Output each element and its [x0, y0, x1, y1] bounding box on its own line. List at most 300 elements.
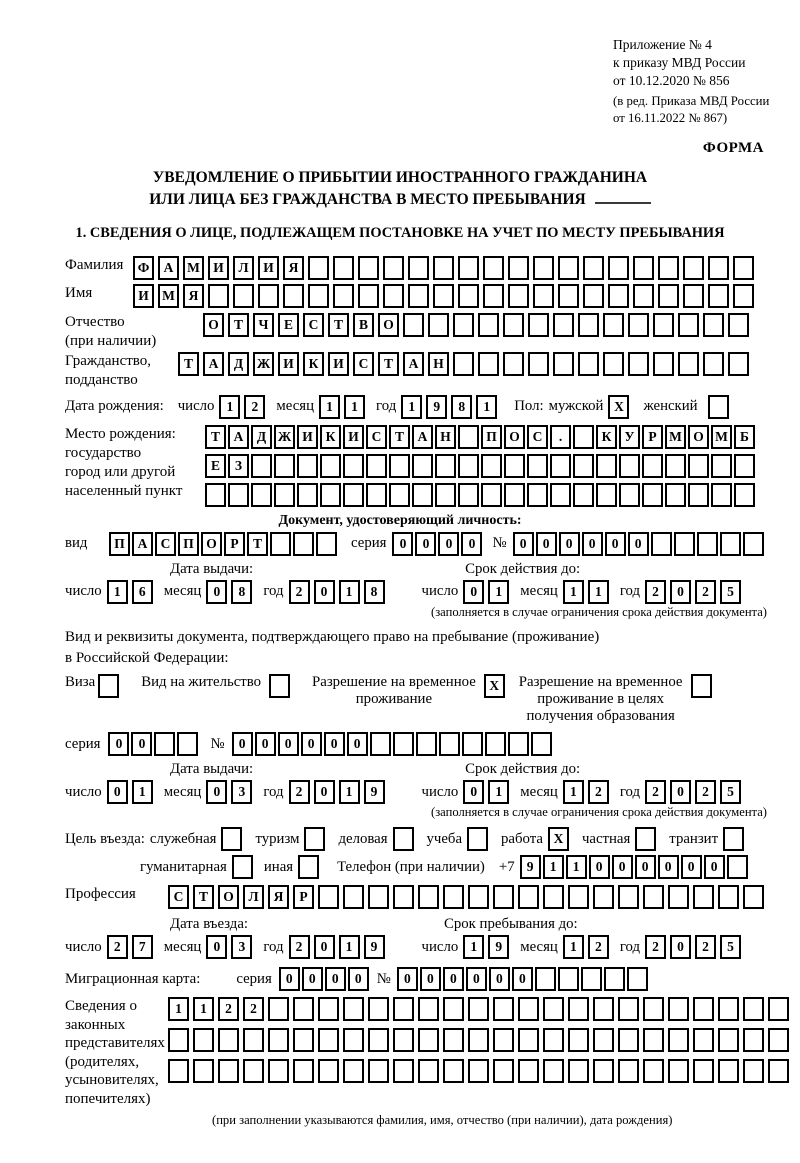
form-cell[interactable]	[708, 284, 729, 308]
form-cell[interactable]: Л	[233, 256, 254, 280]
form-cell[interactable]: 0	[513, 532, 534, 556]
form-cell[interactable]	[711, 483, 732, 507]
form-cell[interactable]: 0	[324, 732, 345, 756]
form-cell[interactable]	[593, 1059, 614, 1083]
form-cell[interactable]	[293, 1059, 314, 1083]
form-cell[interactable]	[543, 997, 564, 1021]
form-cell[interactable]	[467, 827, 488, 851]
purpose-private-checkbox[interactable]	[635, 827, 660, 851]
form-cell[interactable]	[618, 885, 639, 909]
form-cell[interactable]	[383, 284, 404, 308]
form-cell[interactable]: 0	[512, 967, 533, 991]
form-cell[interactable]	[665, 454, 686, 478]
form-cell[interactable]	[251, 454, 272, 478]
visa-checkbox[interactable]	[98, 674, 123, 698]
form-cell[interactable]	[393, 997, 414, 1021]
form-cell[interactable]	[443, 885, 464, 909]
form-cell[interactable]: П	[109, 532, 130, 556]
form-cell[interactable]	[251, 483, 272, 507]
form-cell[interactable]	[368, 885, 389, 909]
form-cell[interactable]	[578, 313, 599, 337]
form-cell[interactable]	[543, 1028, 564, 1052]
form-cell[interactable]: 2	[218, 997, 239, 1021]
form-cell[interactable]: 0	[206, 580, 227, 604]
form-cell[interactable]	[343, 1059, 364, 1083]
form-cell[interactable]: 0	[255, 732, 276, 756]
form-cell[interactable]	[527, 483, 548, 507]
form-cell[interactable]: П	[178, 532, 199, 556]
form-cell[interactable]: О	[378, 313, 399, 337]
form-cell[interactable]: 1	[339, 780, 360, 804]
form-cell[interactable]: 1	[401, 395, 422, 419]
form-cell[interactable]	[297, 483, 318, 507]
form-cell[interactable]: 5	[720, 780, 741, 804]
form-cell[interactable]	[543, 1059, 564, 1083]
form-cell[interactable]	[232, 855, 253, 879]
form-cell[interactable]: М	[711, 425, 732, 449]
form-cell[interactable]: 0	[302, 967, 323, 991]
form-cell[interactable]	[718, 1059, 739, 1083]
form-cell[interactable]	[298, 855, 319, 879]
form-cell[interactable]	[493, 997, 514, 1021]
form-cell[interactable]	[297, 454, 318, 478]
form-cell[interactable]	[643, 997, 664, 1021]
form-cell[interactable]	[573, 454, 594, 478]
form-cell[interactable]: 2	[695, 580, 716, 604]
form-cell[interactable]: А	[403, 352, 424, 376]
form-cell[interactable]: 0	[589, 855, 610, 879]
form-cell[interactable]: 1	[339, 580, 360, 604]
form-cell[interactable]	[683, 284, 704, 308]
form-cell[interactable]	[628, 313, 649, 337]
form-cell[interactable]: 0	[420, 967, 441, 991]
form-cell[interactable]	[343, 483, 364, 507]
form-cell[interactable]: М	[665, 425, 686, 449]
form-cell[interactable]	[493, 1028, 514, 1052]
form-cell[interactable]: П	[481, 425, 502, 449]
form-cell[interactable]	[320, 454, 341, 478]
form-cell[interactable]: Ч	[253, 313, 274, 337]
form-cell[interactable]: 0	[278, 732, 299, 756]
form-cell[interactable]: 9	[364, 780, 385, 804]
form-cell[interactable]	[604, 967, 625, 991]
form-cell[interactable]: А	[158, 256, 179, 280]
form-cell[interactable]: 1	[476, 395, 497, 419]
form-cell[interactable]: 2	[645, 780, 666, 804]
form-cell[interactable]: О	[504, 425, 525, 449]
form-cell[interactable]	[389, 483, 410, 507]
form-cell[interactable]	[642, 454, 663, 478]
form-cell[interactable]	[233, 284, 254, 308]
form-cell[interactable]	[458, 284, 479, 308]
form-cell[interactable]	[218, 1028, 239, 1052]
form-cell[interactable]	[485, 732, 506, 756]
form-cell[interactable]	[193, 1028, 214, 1052]
form-cell[interactable]: С	[353, 352, 374, 376]
form-cell[interactable]: 0	[397, 967, 418, 991]
form-cell[interactable]	[553, 352, 574, 376]
form-cell[interactable]	[728, 352, 749, 376]
form-cell[interactable]	[583, 256, 604, 280]
form-cell[interactable]: Т	[378, 352, 399, 376]
form-cell[interactable]	[343, 997, 364, 1021]
form-cell[interactable]: 2	[695, 935, 716, 959]
form-cell[interactable]: Т	[328, 313, 349, 337]
form-cell[interactable]: 1	[563, 935, 584, 959]
form-cell[interactable]	[433, 256, 454, 280]
form-cell[interactable]: Я	[283, 256, 304, 280]
form-cell[interactable]	[633, 284, 654, 308]
form-cell[interactable]	[412, 454, 433, 478]
form-cell[interactable]: О	[688, 425, 709, 449]
form-cell[interactable]	[528, 313, 549, 337]
form-cell[interactable]: 1	[132, 780, 153, 804]
form-cell[interactable]: А	[228, 425, 249, 449]
form-cell[interactable]	[723, 827, 744, 851]
form-cell[interactable]	[368, 1059, 389, 1083]
form-cell[interactable]: К	[303, 352, 324, 376]
form-cell[interactable]	[453, 313, 474, 337]
form-cell[interactable]: Ф	[133, 256, 154, 280]
form-cell[interactable]: 2	[588, 935, 609, 959]
form-cell[interactable]	[493, 885, 514, 909]
form-cell[interactable]	[693, 1028, 714, 1052]
form-cell[interactable]	[553, 313, 574, 337]
form-cell[interactable]: О	[201, 532, 222, 556]
form-cell[interactable]	[333, 284, 354, 308]
form-cell[interactable]	[318, 1059, 339, 1083]
form-cell[interactable]: 0	[463, 780, 484, 804]
form-cell[interactable]: 1	[168, 997, 189, 1021]
form-cell[interactable]: С	[527, 425, 548, 449]
form-cell[interactable]: Т	[228, 313, 249, 337]
form-cell[interactable]	[568, 1059, 589, 1083]
form-cell[interactable]	[628, 352, 649, 376]
form-cell[interactable]	[678, 313, 699, 337]
form-cell[interactable]	[418, 997, 439, 1021]
form-cell[interactable]	[768, 1028, 789, 1052]
form-cell[interactable]: 3	[231, 935, 252, 959]
purpose-business-checkbox[interactable]	[221, 827, 246, 851]
form-cell[interactable]: 2	[243, 997, 264, 1021]
form-cell[interactable]	[168, 1028, 189, 1052]
form-cell[interactable]	[258, 284, 279, 308]
form-cell[interactable]	[368, 997, 389, 1021]
form-cell[interactable]: И	[343, 425, 364, 449]
form-cell[interactable]	[627, 967, 648, 991]
form-cell[interactable]	[603, 313, 624, 337]
form-cell[interactable]: 0	[443, 967, 464, 991]
form-cell[interactable]: 9	[364, 935, 385, 959]
form-cell[interactable]	[658, 284, 679, 308]
form-cell[interactable]	[618, 1028, 639, 1052]
form-cell[interactable]	[435, 483, 456, 507]
form-cell[interactable]	[462, 732, 483, 756]
form-cell[interactable]	[573, 483, 594, 507]
form-cell[interactable]: 1	[488, 580, 509, 604]
form-cell[interactable]: 0	[461, 532, 482, 556]
form-cell[interactable]	[743, 532, 764, 556]
form-cell[interactable]	[483, 256, 504, 280]
form-cell[interactable]	[208, 284, 229, 308]
form-cell[interactable]: 9	[520, 855, 541, 879]
form-cell[interactable]: 8	[364, 580, 385, 604]
form-cell[interactable]: 0	[301, 732, 322, 756]
form-cell[interactable]	[439, 732, 460, 756]
form-cell[interactable]	[693, 1059, 714, 1083]
form-cell[interactable]	[468, 997, 489, 1021]
form-cell[interactable]	[443, 1059, 464, 1083]
form-cell[interactable]: Б	[734, 425, 755, 449]
form-cell[interactable]	[593, 997, 614, 1021]
form-cell[interactable]	[269, 674, 290, 698]
form-cell[interactable]	[274, 483, 295, 507]
form-cell[interactable]	[658, 256, 679, 280]
form-cell[interactable]	[333, 256, 354, 280]
form-cell[interactable]	[683, 256, 704, 280]
form-cell[interactable]	[468, 1028, 489, 1052]
form-cell[interactable]: Л	[243, 885, 264, 909]
form-cell[interactable]	[668, 885, 689, 909]
form-cell[interactable]	[743, 997, 764, 1021]
form-cell[interactable]: У	[619, 425, 640, 449]
form-cell[interactable]	[643, 885, 664, 909]
form-cell[interactable]	[318, 885, 339, 909]
form-cell[interactable]	[603, 352, 624, 376]
form-cell[interactable]: 0	[463, 580, 484, 604]
form-cell[interactable]	[643, 1028, 664, 1052]
form-cell[interactable]	[393, 885, 414, 909]
form-cell[interactable]: 0	[392, 532, 413, 556]
form-cell[interactable]	[270, 532, 291, 556]
form-cell[interactable]: 0	[131, 732, 152, 756]
form-cell[interactable]	[468, 1059, 489, 1083]
form-cell[interactable]: Т	[247, 532, 268, 556]
form-cell[interactable]	[293, 997, 314, 1021]
form-cell[interactable]: 5	[720, 580, 741, 604]
purpose-tourism-checkbox[interactable]	[304, 827, 329, 851]
form-cell[interactable]	[708, 256, 729, 280]
form-cell[interactable]: Н	[428, 352, 449, 376]
form-cell[interactable]: 0	[670, 780, 691, 804]
form-cell[interactable]	[691, 674, 712, 698]
form-cell[interactable]	[653, 313, 674, 337]
form-cell[interactable]	[366, 454, 387, 478]
form-cell[interactable]: 0	[348, 967, 369, 991]
form-cell[interactable]	[418, 885, 439, 909]
form-cell[interactable]: 0	[605, 532, 626, 556]
form-cell[interactable]: 1	[107, 580, 128, 604]
form-cell[interactable]: 0	[681, 855, 702, 879]
form-cell[interactable]: С	[155, 532, 176, 556]
form-cell[interactable]: С	[303, 313, 324, 337]
form-cell[interactable]	[619, 483, 640, 507]
form-cell[interactable]: Е	[205, 454, 226, 478]
form-cell[interactable]	[573, 425, 594, 449]
form-cell[interactable]	[734, 454, 755, 478]
form-cell[interactable]	[478, 352, 499, 376]
form-cell[interactable]	[543, 885, 564, 909]
form-cell[interactable]	[583, 284, 604, 308]
form-cell[interactable]	[98, 674, 119, 698]
form-cell[interactable]: Д	[251, 425, 272, 449]
form-cell[interactable]	[768, 997, 789, 1021]
form-cell[interactable]	[293, 532, 314, 556]
form-cell[interactable]	[708, 395, 729, 419]
form-cell[interactable]	[493, 1059, 514, 1083]
form-cell[interactable]: Т	[178, 352, 199, 376]
form-cell[interactable]	[408, 284, 429, 308]
form-cell[interactable]: 2	[107, 935, 128, 959]
form-cell[interactable]	[393, 732, 414, 756]
form-cell[interactable]	[268, 997, 289, 1021]
form-cell[interactable]	[668, 1059, 689, 1083]
form-cell[interactable]: 0	[612, 855, 633, 879]
form-cell[interactable]	[343, 1028, 364, 1052]
form-cell[interactable]	[703, 352, 724, 376]
form-cell[interactable]: 1	[339, 935, 360, 959]
residence-permit-checkbox[interactable]	[269, 674, 294, 698]
form-cell[interactable]	[403, 313, 424, 337]
form-cell[interactable]: А	[132, 532, 153, 556]
form-cell[interactable]: 1	[488, 780, 509, 804]
form-cell[interactable]: И	[133, 284, 154, 308]
form-cell[interactable]	[743, 1059, 764, 1083]
form-cell[interactable]: Я	[183, 284, 204, 308]
form-cell[interactable]	[393, 1059, 414, 1083]
form-cell[interactable]: Я	[268, 885, 289, 909]
temp-residence-checkbox[interactable]	[484, 674, 509, 698]
form-cell[interactable]: 1	[193, 997, 214, 1021]
form-cell[interactable]: С	[366, 425, 387, 449]
form-cell[interactable]: 2	[289, 935, 310, 959]
sex-male-checkbox[interactable]	[608, 395, 633, 419]
form-cell[interactable]	[665, 483, 686, 507]
form-cell[interactable]	[293, 1028, 314, 1052]
form-cell[interactable]	[508, 284, 529, 308]
form-cell[interactable]: 2	[645, 580, 666, 604]
form-cell[interactable]	[504, 483, 525, 507]
form-cell[interactable]: 0	[279, 967, 300, 991]
form-cell[interactable]: 0	[314, 935, 335, 959]
form-cell[interactable]: И	[278, 352, 299, 376]
form-cell[interactable]	[154, 732, 175, 756]
form-cell[interactable]	[243, 1059, 264, 1083]
form-cell[interactable]	[316, 532, 337, 556]
form-cell[interactable]: 0	[438, 532, 459, 556]
form-cell[interactable]	[593, 885, 614, 909]
form-cell[interactable]: 0	[704, 855, 725, 879]
form-cell[interactable]	[458, 454, 479, 478]
form-cell[interactable]	[168, 1059, 189, 1083]
form-cell[interactable]	[408, 256, 429, 280]
form-cell[interactable]	[503, 352, 524, 376]
form-cell[interactable]	[518, 997, 539, 1021]
form-cell[interactable]	[221, 827, 242, 851]
form-cell[interactable]	[693, 885, 714, 909]
form-cell[interactable]	[653, 352, 674, 376]
form-cell[interactable]	[343, 885, 364, 909]
form-cell[interactable]	[433, 284, 454, 308]
form-cell[interactable]	[508, 732, 529, 756]
form-cell[interactable]	[618, 1059, 639, 1083]
form-cell[interactable]: 0	[347, 732, 368, 756]
form-cell[interactable]: Т	[193, 885, 214, 909]
form-cell[interactable]	[453, 352, 474, 376]
form-cell[interactable]: 1	[463, 935, 484, 959]
form-cell[interactable]: А	[412, 425, 433, 449]
form-cell[interactable]: 0	[628, 532, 649, 556]
form-cell[interactable]	[193, 1059, 214, 1083]
form-cell[interactable]: М	[183, 256, 204, 280]
form-cell[interactable]	[581, 967, 602, 991]
form-cell[interactable]	[596, 454, 617, 478]
form-cell[interactable]	[218, 1059, 239, 1083]
form-cell[interactable]	[558, 256, 579, 280]
form-cell[interactable]	[528, 352, 549, 376]
form-cell[interactable]	[727, 855, 748, 879]
form-cell[interactable]	[550, 454, 571, 478]
form-cell[interactable]: М	[158, 284, 179, 308]
form-cell[interactable]: И	[208, 256, 229, 280]
form-cell[interactable]	[393, 1028, 414, 1052]
form-cell[interactable]	[268, 1059, 289, 1083]
form-cell[interactable]: X	[548, 827, 569, 851]
form-cell[interactable]: 2	[289, 580, 310, 604]
form-cell[interactable]	[243, 1028, 264, 1052]
form-cell[interactable]: 0	[325, 967, 346, 991]
form-cell[interactable]	[596, 483, 617, 507]
form-cell[interactable]: Р	[293, 885, 314, 909]
form-cell[interactable]: 0	[314, 780, 335, 804]
form-cell[interactable]	[668, 997, 689, 1021]
form-cell[interactable]: 6	[132, 580, 153, 604]
form-cell[interactable]	[733, 256, 754, 280]
form-cell[interactable]	[458, 256, 479, 280]
form-cell[interactable]	[533, 256, 554, 280]
form-cell[interactable]	[678, 352, 699, 376]
form-cell[interactable]: 2	[695, 780, 716, 804]
form-cell[interactable]	[343, 454, 364, 478]
form-cell[interactable]	[481, 454, 502, 478]
form-cell[interactable]	[177, 732, 198, 756]
form-cell[interactable]	[481, 483, 502, 507]
form-cell[interactable]	[651, 532, 672, 556]
form-cell[interactable]	[478, 313, 499, 337]
form-cell[interactable]	[503, 313, 524, 337]
form-cell[interactable]	[578, 352, 599, 376]
form-cell[interactable]: 0	[489, 967, 510, 991]
form-cell[interactable]	[418, 1028, 439, 1052]
form-cell[interactable]	[518, 1028, 539, 1052]
form-cell[interactable]	[635, 827, 656, 851]
form-cell[interactable]	[568, 997, 589, 1021]
form-cell[interactable]: 1	[543, 855, 564, 879]
form-cell[interactable]	[558, 284, 579, 308]
form-cell[interactable]: Н	[435, 425, 456, 449]
form-cell[interactable]	[674, 532, 695, 556]
form-cell[interactable]	[743, 1028, 764, 1052]
purpose-humanitarian-checkbox[interactable]	[232, 855, 255, 879]
form-cell[interactable]	[531, 732, 552, 756]
purpose-study-checkbox[interactable]	[467, 827, 492, 851]
form-cell[interactable]	[642, 483, 663, 507]
form-cell[interactable]	[733, 284, 754, 308]
form-cell[interactable]	[308, 256, 329, 280]
form-cell[interactable]	[458, 483, 479, 507]
form-cell[interactable]	[320, 483, 341, 507]
form-cell[interactable]: Д	[228, 352, 249, 376]
